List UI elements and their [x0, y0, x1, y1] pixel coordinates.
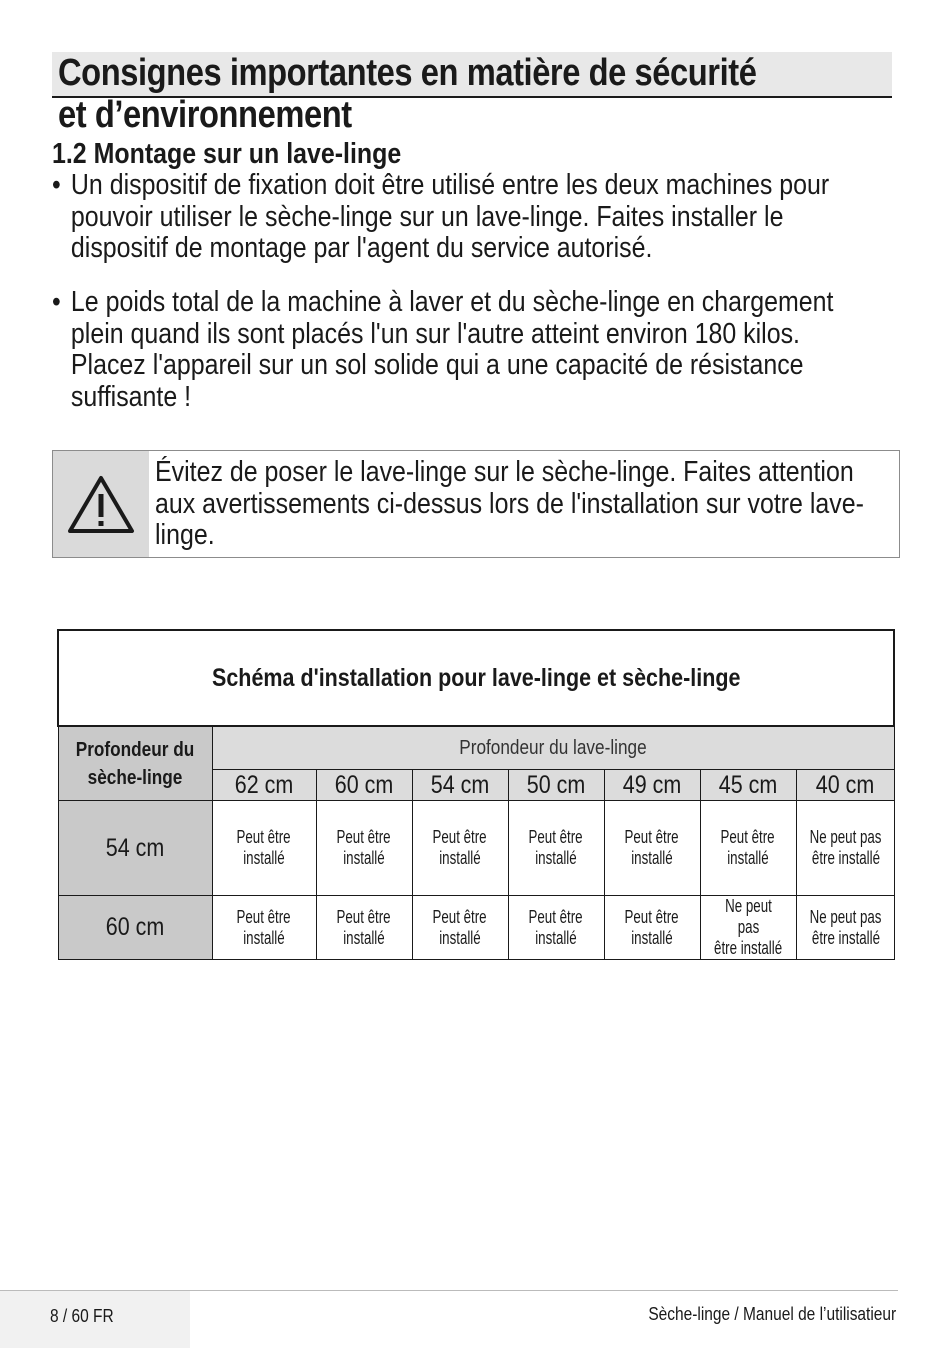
page-title-line2: et d’environnement — [58, 94, 352, 136]
bullet-item-2 — [52, 287, 878, 413]
column-header: 60 cm — [316, 770, 412, 801]
installation-table-wrapper — [57, 629, 893, 960]
table-cell: Peut être installé — [412, 896, 508, 960]
column-header: 45 cm — [700, 770, 796, 801]
row-header-title: Profondeur du sèche-linge — [58, 726, 212, 801]
bullet-item-1 — [52, 170, 878, 265]
table-cell: Peut être installé — [604, 801, 700, 896]
row-header: 54 cm — [58, 801, 212, 896]
column-group-title: Profondeur du lave-linge — [212, 726, 894, 770]
table-cell: Ne peut pas être installé — [796, 896, 894, 960]
table-cell: Peut être installé — [700, 801, 796, 896]
column-header: 50 cm — [508, 770, 604, 801]
warning-triangle-icon — [67, 474, 135, 534]
warning-text: Évitez de poser le lave-linge sur le sèche-linge. Faites attention aux avertissements ci-dessus lors de l'installation sur votre lave- linge. — [155, 456, 864, 551]
warning-icon-cell — [53, 451, 149, 557]
bullet-icon: • — [52, 286, 61, 318]
table-cell: Peut être installé — [212, 801, 316, 896]
table-row — [58, 896, 894, 960]
table-row — [58, 801, 894, 896]
manual-title: Sèche-linge / Manuel de l’utilisatieur — [648, 1304, 896, 1324]
page-number: 8 / 60 FR — [50, 1306, 114, 1326]
table-cell: Ne peut pas être installé — [700, 896, 796, 960]
table-cell: Peut être installé — [316, 801, 412, 896]
bullet-text: Un dispositif de fixation doit être utilisé entre les deux machines pour pouvoir utiliser le sèche-linge sur un lave-linge. Faites installer le dispositif de montage par l'agent du service autorisé. — [70, 169, 830, 264]
column-header: 40 cm — [796, 770, 894, 801]
column-header: 62 cm — [212, 770, 316, 801]
column-header: 54 cm — [412, 770, 508, 801]
column-header: 49 cm — [604, 770, 700, 801]
table-cell: Peut être installé — [412, 801, 508, 896]
installation-table — [57, 629, 895, 960]
page-title — [58, 52, 756, 136]
table-cell: Peut être installé — [508, 896, 604, 960]
page-title-line1: Consignes importantes en matière de sécurité — [58, 52, 757, 94]
table-cell: Peut être installé — [316, 896, 412, 960]
bullet-icon: • — [52, 169, 61, 201]
row-header: 60 cm — [58, 896, 212, 960]
warning-box — [52, 450, 900, 558]
table-cell: Peut être installé — [604, 896, 700, 960]
bullet-text: Le poids total de la machine à laver et du sèche-linge en chargement plein quand ils sont placés l'un sur l'autre atteint environ 180 kilos. Placez l'appareil sur un sol solide qui a une capacité de résistance suffisante ! — [70, 286, 834, 413]
table-title: Schéma d'installation pour lave-linge et sèche-linge — [58, 630, 894, 726]
table-cell: Peut être installé — [508, 801, 604, 896]
table-cell: Peut être installé — [212, 896, 316, 960]
section-heading: 1.2 Montage sur un lave-linge — [52, 138, 402, 170]
table-cell: Ne peut pas être installé — [796, 801, 894, 896]
